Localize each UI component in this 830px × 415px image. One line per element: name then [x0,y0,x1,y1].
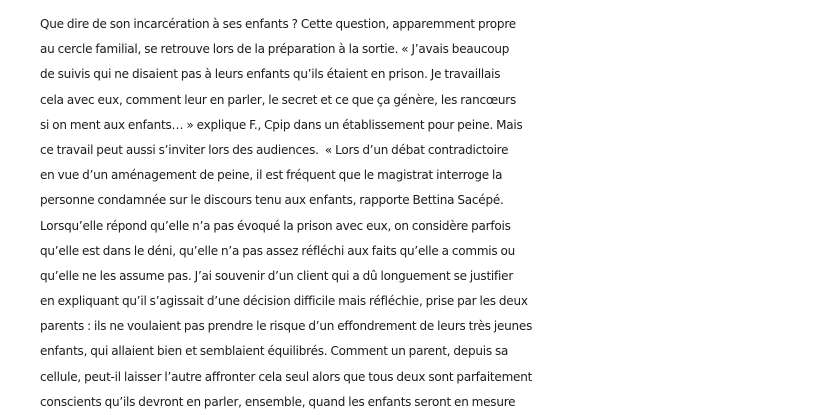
article-paragraph [40,12,830,415]
paragraph-line: de suivis qui ne disaient pas à leurs enfants qu’ils étaient en prison. Je travaillais [40,67,501,82]
paragraph-line: au cercle familial, se retrouve lors de la préparation à la sortie. « J’avais beaucoup [40,42,510,57]
paragraph-line: Lorsqu’elle répond qu’elle n’a pas évoqué la prison avec eux, on considère parfois [40,218,511,233]
paragraph-line: cellule, peut-il laisser l’autre affronter cela seul alors que tous deux sont parfaitement [40,369,533,384]
paragraph-line: si on ment aux enfants… » explique F., Cpip dans un établissement pour peine. Mais [40,117,523,132]
paragraph-line: ce travail peut aussi s’inviter lors des audiences. « Lors d’un débat contradictoire [40,142,509,157]
paragraph-line: Que dire de son incarcération à ses enfants ? Cette question, apparemment propre [40,17,516,31]
paragraph-line: qu’elle ne les assume pas. J’ai souvenir d’un client qui a dû longuement se justifier [40,268,514,283]
paragraph-line: en expliquant qu’il s’agissait d’une décision difficile mais réfléchie, prise par les deux [40,294,528,309]
paragraph-line: qu’elle est dans le déni, qu’elle n’a pas assez réfléchi aux faits qu’elle a commis ou [40,243,516,258]
paragraph-line: cela avec eux, comment leur en parler, le secret et ce que ça génère, les rancœurs [40,92,517,107]
paragraph-line: personne condamnée sur le discours tenu aux enfants, rapporte Bettina Sacépé. [40,193,504,208]
paragraph-line: enfants, qui allaient bien et semblaient équilibrés. Comment un parent, depuis sa [40,344,509,359]
paragraph-line: conscients qu’ils devront en parler, ensemble, quand les enfants seront en mesure [40,394,516,409]
paragraph-line: en vue d’un aménagement de peine, il est fréquent que le magistrat interroge la [40,168,503,183]
paragraph-line: parents : ils ne voulaient pas prendre le risque d’un effondrement de leurs très jeunes [40,319,533,334]
